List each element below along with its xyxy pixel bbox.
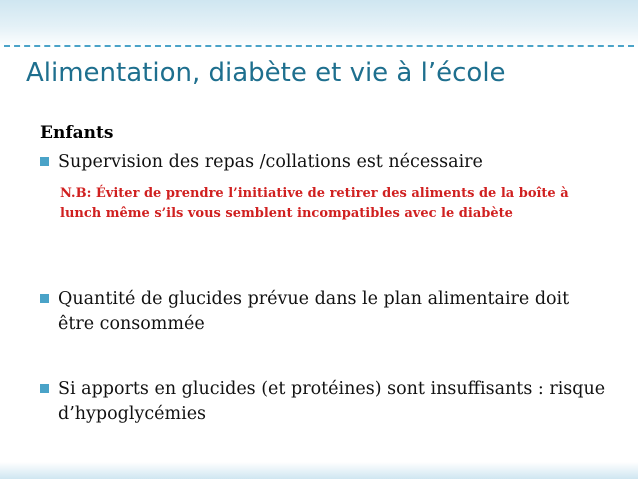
square-bullet-icon (40, 294, 49, 303)
bullet-item (40, 150, 610, 175)
bullet-item (40, 287, 610, 337)
bullet-text: Si apports en glucides (et protéines) sont insuffisants : risque d’hypoglycémies (58, 379, 606, 424)
dashed-divider (4, 45, 634, 47)
slide-title: Alimentation, diabète et vie à l’école (26, 58, 506, 88)
note-text: N.B: Éviter de prendre l’initiative de retirer des aliments de la boîte à lunch même s’ils vous semblent incompatibles avec le diabète (60, 186, 569, 221)
square-bullet-icon (40, 157, 49, 166)
bullet-text: Quantité de glucides prévue dans le plan alimentaire doit être consommée (58, 289, 570, 334)
bullet-text: Supervision des repas /collations est nécessaire (58, 152, 483, 172)
square-bullet-icon (40, 384, 49, 393)
footer-band (0, 462, 638, 479)
header-band (0, 0, 638, 48)
subheading: Enfants (40, 123, 114, 143)
bullet-item (40, 377, 610, 427)
